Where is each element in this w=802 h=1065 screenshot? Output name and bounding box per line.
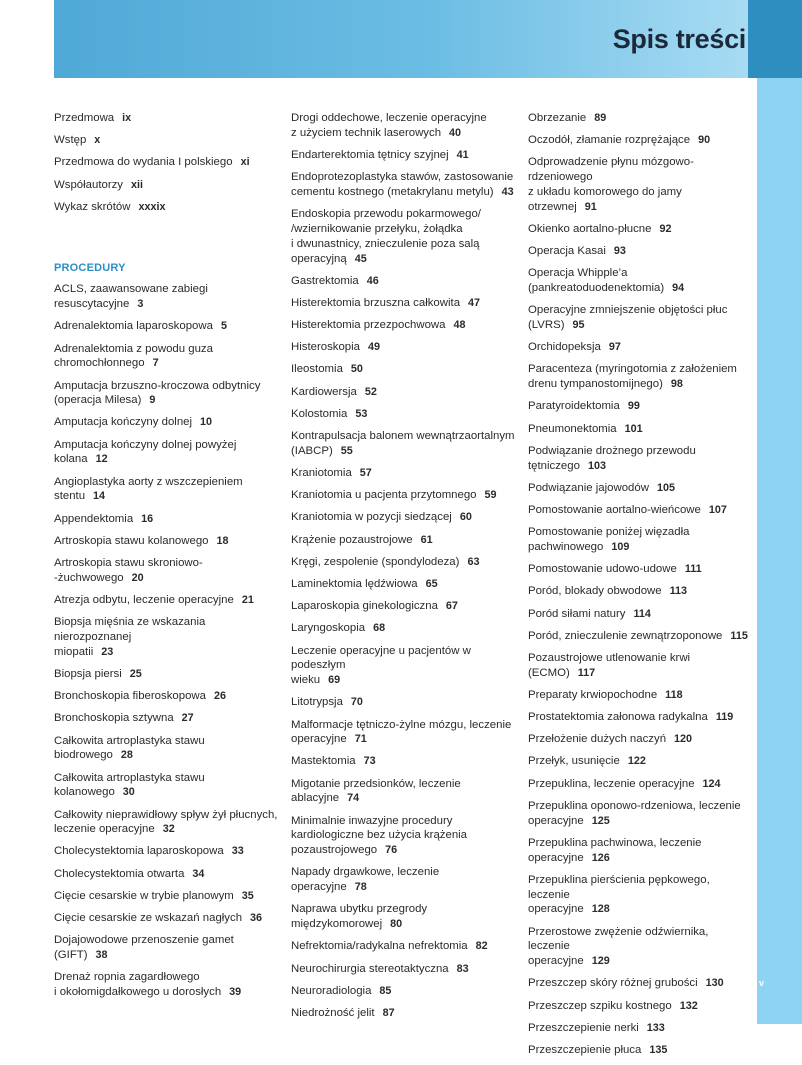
entry-page-number: 52	[364, 385, 377, 398]
entry-page-number: 9	[149, 394, 156, 407]
toc-entry[interactable]	[528, 1021, 753, 1036]
entry-page-number: 53	[355, 407, 368, 420]
toc-entry[interactable]	[291, 466, 517, 481]
entry-title: Endoprotezoplastyka stawów, zastosowanie cementu kostnego (metakrylanu metylu)	[291, 171, 514, 198]
entry-title: Przełożenie dużych naczyń	[528, 733, 667, 746]
entry-page-number: 18	[216, 534, 229, 547]
toc-entry[interactable]	[54, 133, 279, 148]
entry-page-number: 12	[95, 453, 108, 466]
entry-title: Nefrektomia/radykalna nefrektomia	[291, 940, 468, 953]
entry-title: Artroskopia stawu skroniowo- -żuchwowego	[54, 557, 203, 584]
entry-page-number: 39	[229, 986, 242, 999]
entry-title: Przeszczep skóry różnej grubości	[528, 977, 698, 990]
entry-page-number: 34	[192, 867, 205, 880]
toc-entry[interactable]	[54, 867, 279, 882]
toc-entry[interactable]	[528, 607, 753, 622]
entry-page-number: 97	[608, 341, 621, 354]
toc-column-3	[528, 111, 753, 1065]
entry-page-number: x	[94, 134, 101, 147]
entry-title: Przepuklina oponowo-rdzeniowa, leczenie operacyjne	[528, 799, 741, 827]
entry-title: Wykaz skrótów	[54, 200, 131, 213]
entry-title: Biopsja piersi	[54, 667, 122, 680]
entry-title: Laminektomia lędźwiowa	[291, 577, 418, 590]
toc-entry[interactable]	[528, 303, 753, 333]
entry-title: Przeszczepienie płuca	[528, 1043, 642, 1056]
toc-entry[interactable]	[528, 584, 753, 599]
entry-title: Poród siłami natury	[528, 607, 626, 620]
toc-column-1	[54, 111, 279, 1007]
entry-page-number: 46	[366, 274, 379, 287]
entry-page-number: 82	[475, 940, 488, 953]
entry-title: Okienko aortalno-płucne	[528, 222, 652, 235]
toc-entry[interactable]	[291, 362, 517, 377]
toc-entry[interactable]	[291, 599, 517, 614]
entry-title: Cholecystektomia otwarta	[54, 867, 185, 880]
entry-title: Malformacje tętniczo-żylne mózgu, leczenie operacyjne	[291, 718, 512, 746]
entry-page-number: 92	[659, 222, 672, 235]
toc-entry[interactable]	[54, 689, 279, 704]
entry-title: Operacyjne zmniejszenie objętości płuc (LVRS)	[528, 304, 728, 332]
toc-entry[interactable]	[54, 734, 279, 764]
entry-title: Histerektomia brzuszna całkowita	[291, 296, 461, 309]
toc-entry[interactable]	[291, 488, 517, 503]
entry-page-number: 69	[328, 674, 341, 687]
entry-title: Pozaustrojowe utlenowanie krwi (ECMO)	[528, 651, 691, 679]
entry-page-number: 55	[340, 444, 353, 457]
toc-entry[interactable]	[528, 562, 753, 577]
entry-page-number: 99	[627, 400, 640, 413]
entry-title: Litotrypsja	[291, 696, 343, 709]
entry-page-number: 67	[445, 600, 458, 613]
toc-entry[interactable]	[291, 111, 517, 141]
entry-title: Pomostowanie udowo-udowe	[528, 563, 677, 576]
entry-title: Bronchoskopia fiberoskopowa	[54, 690, 206, 703]
entry-page-number: 132	[679, 999, 698, 1012]
entry-title: Cięcie cesarskie w trybie planowym	[54, 889, 234, 902]
toc-entry[interactable]	[528, 976, 753, 991]
entry-page-number: 10	[200, 416, 213, 429]
toc-entry[interactable]	[291, 340, 517, 355]
toc-entry[interactable]	[54, 911, 279, 926]
entry-title: Obrzezanie	[528, 112, 587, 124]
entry-title: Amputacja kończyny dolnej	[54, 416, 193, 429]
toc-entry[interactable]	[291, 296, 517, 311]
entry-page-number: 126	[591, 851, 610, 864]
toc-entry[interactable]	[54, 342, 279, 372]
entry-page-number: 70	[350, 696, 363, 709]
entry-page-number: 26	[213, 690, 226, 703]
toc-entry[interactable]	[54, 379, 279, 409]
toc-entry[interactable]	[54, 933, 279, 963]
entry-title: Adrenalektomia laparoskopowa	[54, 320, 213, 333]
entry-title: Współautorzy	[54, 178, 124, 191]
entry-page-number: 21	[241, 594, 254, 606]
entry-page-number: 43	[501, 185, 514, 198]
entry-page-number: 94	[672, 282, 685, 295]
entry-title: Adrenalektomia z powodu guza chromochłonnego	[54, 342, 213, 370]
toc-entry[interactable]	[54, 844, 279, 859]
toc-entry[interactable]	[291, 814, 517, 858]
entry-page-number: 90	[698, 134, 711, 147]
toc-entry[interactable]	[528, 155, 753, 214]
entry-title: Przerostowe zwężenie odźwiernika, leczenie operacyjne	[528, 925, 709, 968]
entry-page-number: 119	[715, 711, 734, 724]
entry-title: Całkowita artroplastyka stawu kolanowego	[54, 771, 205, 799]
toc-entry[interactable]	[54, 889, 279, 904]
toc-entry[interactable]	[54, 808, 279, 838]
entry-page-number: 59	[484, 489, 497, 502]
toc-entry[interactable]	[54, 970, 279, 1000]
entry-title: Kraniotomia u pacjenta przytomnego	[291, 489, 477, 502]
entry-page-number: 101	[624, 422, 643, 435]
entry-page-number: 71	[354, 733, 367, 746]
entry-title: Amputacja brzuszno-kroczowa odbytnicy (operacja Milesa)	[54, 379, 261, 407]
toc-entry[interactable]	[54, 415, 279, 430]
entry-title: Paracenteza (myringotomia z założeniem drenu tympanostomijnego)	[528, 363, 737, 391]
entry-title: Dojajowodowe przenoszenie gamet (GIFT)	[54, 934, 234, 962]
entry-title: Naprawa ubytku przegrody międzykomorowej	[291, 903, 428, 931]
entry-page-number: 76	[385, 844, 398, 857]
entry-title: Kolostomia	[291, 407, 348, 420]
toc-entry[interactable]	[291, 274, 517, 289]
toc-entry[interactable]	[291, 207, 517, 266]
entry-page-number: 91	[584, 200, 597, 213]
entry-title: ACLS, zaawansowane zabiegi resuscytacyjne	[54, 283, 208, 311]
toc-entry[interactable]	[54, 438, 279, 468]
toc-entry[interactable]	[291, 1006, 517, 1021]
entry-page-number: 95	[572, 319, 585, 332]
toc-entry[interactable]	[54, 593, 279, 608]
entry-title: Cholecystektomia laparoskopowa	[54, 845, 224, 858]
entry-title: Prostatektomia załonowa radykalna	[528, 711, 708, 724]
toc-entry[interactable]	[528, 710, 753, 725]
entry-title: Przedmowa do wydania I polskiego	[54, 156, 233, 169]
entry-page-number: 87	[382, 1006, 395, 1019]
toc-entry[interactable]	[291, 865, 517, 895]
toc-entry[interactable]	[54, 667, 279, 682]
toc-entry[interactable]	[54, 771, 279, 801]
toc-entry[interactable]	[54, 512, 279, 527]
toc-entry[interactable]	[528, 754, 753, 769]
entry-page-number: 3	[137, 298, 144, 311]
entry-page-number: xii	[131, 178, 144, 191]
entry-page-number: 78	[354, 881, 367, 894]
procedures-list	[528, 111, 753, 1058]
entry-title: Kardiowersja	[291, 385, 357, 398]
toc-entry[interactable]	[54, 178, 279, 193]
toc-entry[interactable]	[291, 695, 517, 710]
entry-page-number: 133	[646, 1021, 665, 1034]
toc-entry[interactable]	[54, 556, 279, 586]
toc-entry[interactable]	[528, 266, 753, 296]
entry-title: Podwiązanie jajowodów	[528, 481, 649, 494]
entry-title: Krążenie pozaustrojowe	[291, 533, 413, 546]
entry-title: Poród, blokady obwodowe	[528, 585, 662, 598]
entry-title: Gastrektomia	[291, 274, 359, 287]
toc-entry[interactable]	[291, 429, 517, 459]
toc-entry[interactable]	[528, 651, 753, 681]
entry-page-number: 36	[250, 912, 263, 925]
entry-page-number: 111	[684, 563, 702, 576]
entry-page-number: 30	[122, 786, 135, 799]
toc-entry[interactable]	[528, 362, 753, 392]
toc-entry[interactable]	[528, 1043, 753, 1058]
entry-page-number: 117	[577, 666, 596, 679]
toc-entry[interactable]	[528, 444, 753, 474]
toc-entry[interactable]	[54, 111, 279, 126]
entry-title: Drenaż ropnia zagardłowego i okołomigdałkowego u dorosłych	[54, 971, 222, 999]
entry-page-number: 20	[131, 571, 144, 584]
entry-page-number: 122	[627, 755, 646, 768]
procedures-list	[291, 111, 517, 1021]
entry-page-number: 115	[730, 629, 748, 642]
procedures-list	[54, 282, 279, 999]
toc-entry[interactable]	[291, 407, 517, 422]
entry-title: Całkowity nieprawidłowy spływ żył płucnych, leczenie operacyjne	[54, 808, 278, 836]
entry-page-number: 89	[594, 112, 607, 124]
entry-page-number: 114	[633, 607, 651, 620]
entry-title: Laparoskopia ginekologiczna	[291, 600, 438, 613]
toc-entry[interactable]	[291, 644, 517, 688]
toc-entry[interactable]	[291, 962, 517, 977]
entry-title: Całkowita artroplastyka stawu biodrowego	[54, 734, 205, 762]
toc-entry[interactable]	[54, 319, 279, 334]
toc-entry[interactable]	[54, 615, 279, 659]
toc-entry[interactable]	[291, 385, 517, 400]
entry-title: Neuroradiologia	[291, 984, 372, 997]
entry-page-number: ix	[122, 112, 132, 124]
entry-page-number: 27	[181, 712, 194, 725]
entry-page-number: 45	[354, 252, 367, 265]
toc-entry[interactable]	[54, 200, 279, 215]
entry-title: Histeroskopia	[291, 341, 361, 354]
entry-title: Przepuklina, leczenie operacyjne	[528, 777, 695, 790]
entry-title: Amputacja kończyny dolnej powyżej kolana	[54, 438, 237, 466]
entry-title: Przełyk, usunięcie	[528, 755, 620, 768]
entry-page-number: 135	[649, 1043, 668, 1056]
entry-title: Atrezja odbytu, leczenie operacyjne	[54, 594, 234, 606]
entry-title: Pneumonektomia	[528, 422, 617, 435]
entry-title: Drogi oddechowe, leczenie operacyjne z użyciem technik laserowych	[291, 112, 487, 139]
entry-page-number: 125	[591, 814, 610, 827]
toc-entry[interactable]	[291, 621, 517, 636]
entry-page-number: 60	[459, 511, 472, 524]
entry-page-number: 113	[669, 585, 688, 598]
toc-entry[interactable]	[54, 475, 279, 505]
entry-page-number: 109	[611, 541, 630, 553]
entry-page-number: 93	[613, 245, 626, 258]
entry-title: Cięcie cesarskie ze wskazań nagłych	[54, 912, 243, 925]
toc-entry[interactable]	[528, 873, 753, 917]
entry-page-number: 16	[141, 512, 154, 525]
toc-entry[interactable]	[528, 503, 753, 518]
entry-page-number: 107	[708, 504, 727, 517]
entry-title: Orchidopeksja	[528, 341, 601, 354]
entry-page-number: 61	[420, 533, 433, 546]
toc-entry[interactable]	[528, 629, 753, 644]
entry-page-number: 83	[456, 962, 469, 975]
entry-title: Pomostowanie poniżej więzadła pachwinowego	[528, 526, 690, 553]
entry-title: Neurochirurgia stereotaktyczna	[291, 962, 449, 975]
entry-page-number: 40	[449, 126, 462, 139]
entry-page-number: 50	[350, 363, 363, 376]
entry-title: Przeszczepienie nerki	[528, 1021, 639, 1034]
entry-title: Endarterektomia tętnicy szyjnej	[291, 148, 449, 161]
toc-entry[interactable]	[291, 148, 517, 163]
toc-entry[interactable]	[291, 939, 517, 954]
entry-page-number: 130	[705, 977, 724, 990]
entry-title: Laryngoskopia	[291, 622, 366, 635]
entry-page-number: 49	[368, 341, 381, 354]
entry-title: Przepuklina pierścienia pępkowego, leczenie operacyjne	[528, 873, 710, 916]
toc-entry[interactable]	[528, 399, 753, 414]
toc-entry[interactable]	[528, 999, 753, 1014]
entry-title: Biopsja mięśnia ze wskazania nierozpoznanej miopatii	[54, 616, 206, 658]
entry-title: Pomostowanie aortalno-wieńcowe	[528, 504, 701, 517]
entry-page-number: 98	[670, 378, 683, 391]
side-strip	[757, 78, 802, 1024]
toc-entry[interactable]	[54, 155, 279, 170]
entry-page-number: 129	[591, 955, 610, 968]
toc-entry[interactable]	[291, 533, 517, 548]
entry-page-number: 47	[468, 296, 481, 309]
entry-page-number: 80	[390, 918, 403, 931]
entry-page-number: 25	[129, 667, 142, 680]
entry-title: Przeszczep szpiku kostnego	[528, 999, 672, 1012]
toc-entry[interactable]	[528, 925, 753, 969]
entry-page-number: 120	[674, 733, 693, 746]
entry-title: Oczodół, złamanie rozprężające	[528, 134, 691, 147]
entry-page-number: 48	[453, 319, 466, 332]
toc-entry[interactable]	[291, 318, 517, 333]
entry-page-number: 118	[665, 688, 683, 701]
entry-page-number: 14	[93, 490, 106, 503]
entry-title: Histerektomia przezpochwowa	[291, 319, 446, 332]
toc-entry[interactable]	[291, 555, 517, 570]
toc-entry[interactable]	[528, 222, 753, 237]
entry-page-number: 128	[591, 903, 610, 916]
entry-page-number: 23	[101, 645, 114, 658]
page-number: v	[759, 978, 765, 988]
toc-entry[interactable]	[291, 718, 517, 748]
entry-title: Przedmowa	[54, 112, 115, 124]
toc-entry[interactable]	[528, 836, 753, 866]
entry-title: Kraniotomia	[291, 467, 352, 480]
entry-page-number: 41	[456, 148, 469, 161]
entry-page-number: 68	[373, 622, 386, 635]
entry-page-number: 7	[152, 357, 159, 370]
entry-title: Kręgi, zespolenie (spondylodeza)	[291, 555, 460, 568]
entry-title: Endoskopia przewodu pokarmowego/ /wziernikowanie przełyku, żołądka i dwunastnicy, znieczulenie poza salą operacyjną	[291, 208, 481, 265]
toc-entry[interactable]	[291, 754, 517, 769]
entry-page-number: 32	[162, 823, 175, 836]
entry-page-number: 38	[95, 949, 108, 962]
entry-title: Bronchoskopia sztywna	[54, 712, 174, 725]
entry-page-number: 103	[587, 459, 606, 472]
entry-page-number: 85	[379, 984, 392, 997]
toc-entry[interactable]	[528, 777, 753, 792]
entry-title: Wstęp	[54, 134, 87, 147]
entry-title: Kontrapulsacja balonem wewnątrzaortalnym (IABCP)	[291, 430, 515, 457]
toc-entry[interactable]	[528, 525, 753, 555]
toc-entry[interactable]	[291, 170, 517, 200]
entry-page-number: 73	[363, 755, 376, 768]
entry-page-number: 105	[656, 481, 675, 494]
toc-entry[interactable]	[528, 422, 753, 437]
toc-entry[interactable]	[291, 984, 517, 999]
entry-title: Operacja Kasai	[528, 245, 606, 258]
entry-title: Minimalnie inwazyjne procedury kardiologiczne bez użycia krążenia pozaustrojowego	[291, 814, 468, 857]
entry-title: Leczenie operacyjne u pacjentów w podeszłym wieku	[291, 644, 471, 687]
entry-page-number: 65	[425, 577, 438, 590]
toc-entry[interactable]	[291, 902, 517, 932]
entry-title: Ileostomia	[291, 363, 343, 376]
entry-page-number: 74	[347, 792, 360, 805]
toc-entry[interactable]	[291, 777, 517, 807]
toc-entry[interactable]	[54, 282, 279, 312]
entry-page-number: 5	[220, 320, 227, 333]
front-matter-list	[54, 111, 279, 215]
entry-title: Odprowadzenie płynu mózgowo-rdzeniowego z układu komorowego do jamy otrzewnej	[528, 156, 694, 213]
toc-entry[interactable]	[54, 534, 279, 549]
toc-entry[interactable]	[291, 510, 517, 525]
toc-entry[interactable]	[528, 688, 753, 703]
toc-entry[interactable]	[528, 340, 753, 355]
page-title: Spis treści	[612, 24, 746, 54]
entry-page-number: 28	[120, 749, 133, 762]
toc-entry[interactable]	[528, 111, 753, 126]
toc-entry[interactable]	[528, 732, 753, 747]
toc-entry[interactable]	[291, 577, 517, 592]
entry-title: Przepuklina pachwinowa, leczenie operacyjne	[528, 836, 702, 864]
toc-entry[interactable]	[54, 711, 279, 726]
entry-page-number: 124	[702, 777, 721, 790]
entry-title: Paratyroidektomia	[528, 400, 620, 413]
entry-title: Podwiązanie drożnego przewodu tętniczego	[528, 444, 696, 472]
entry-title: Appendektomia	[54, 512, 134, 525]
entry-title: Mastektomia	[291, 755, 356, 768]
entry-title: Niedrożność jelit	[291, 1006, 375, 1019]
entry-title: Napady drgawkowe, leczenie operacyjne	[291, 866, 440, 894]
entry-page-number: 57	[359, 467, 372, 480]
entry-page-number: xxxix	[138, 200, 166, 213]
entry-title: Operacja Whipple’a (pankreatoduodenektomia)	[528, 267, 665, 295]
toc-entry[interactable]	[528, 133, 753, 148]
section-heading: PROCEDURY	[54, 261, 126, 274]
entry-page-number: 33	[231, 845, 244, 858]
entry-title: Angioplastyka aorty z wszczepieniem stentu	[54, 475, 243, 503]
toc-column-2	[291, 111, 517, 1028]
entry-title: Migotanie przedsionków, leczenie ablacyjne	[291, 777, 461, 805]
toc-entry[interactable]	[528, 244, 753, 259]
entry-page-number: xi	[240, 156, 250, 169]
entry-title: Preparaty krwiopochodne	[528, 688, 658, 701]
toc-entry[interactable]	[528, 481, 753, 496]
entry-title: Artroskopia stawu kolanowego	[54, 534, 209, 547]
entry-page-number: 63	[467, 555, 480, 568]
entry-title: Poród, znieczulenie zewnątrzoponowe	[528, 629, 723, 642]
header-band-accent	[748, 0, 802, 78]
entry-title: Kraniotomia w pozycji siedzącej	[291, 511, 452, 524]
toc-entry[interactable]	[528, 799, 753, 829]
entry-page-number: 35	[241, 889, 254, 902]
